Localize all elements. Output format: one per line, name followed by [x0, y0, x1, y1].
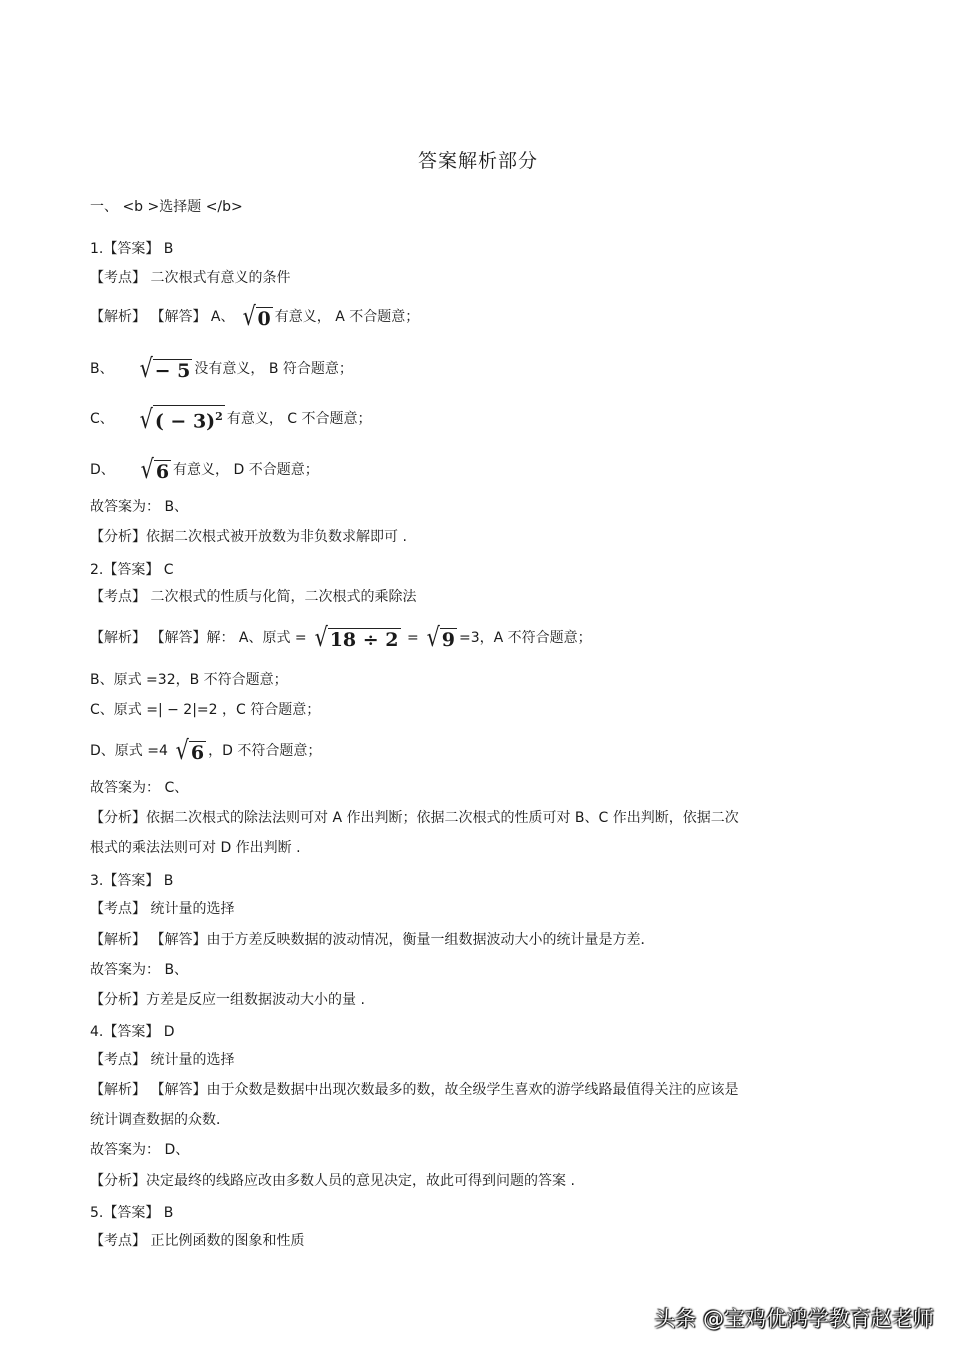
q2-d-prefix: D、原式 =4	[90, 743, 168, 759]
q4-jiexi-line2: 统计调查数据的众数．	[90, 1112, 230, 1128]
sqrt-expression: √ 9	[426, 623, 455, 653]
q1-jiexi-prefix: 【解析】 【解答】 A、	[90, 309, 235, 325]
q1-jiexi-suffix: 有意义， A 不合题意；	[274, 309, 420, 325]
q4-kaodian: 【考点】 统计量的选择	[90, 1052, 235, 1068]
equals-sign: =	[406, 630, 419, 646]
q2-jiexi-suffix: =3，A 不符合题意；	[458, 630, 592, 646]
q1-d-prefix: D、	[90, 462, 115, 478]
sqrt-expression: √ 6	[140, 455, 170, 485]
q3-fenxi: 【分析】方差是反应一组数据波动大小的量 .	[90, 992, 365, 1008]
q2-gudaan: 故答案为： C、	[90, 780, 189, 796]
q4-answer: 4.【答案】 D	[90, 1024, 175, 1040]
q4-jiexi-line1: 【解析】 【解答】由于众数是数据中出现次数最多的数，故全级学生喜欢的游学线路最值得关注的应该是	[90, 1082, 739, 1098]
q1-b-suffix: 没有意义， B 符合题意；	[194, 361, 353, 377]
q1-b-prefix: B、	[90, 361, 114, 377]
q1-option-b	[90, 354, 353, 384]
q1-option-c	[90, 404, 372, 434]
q2-jiexi	[90, 623, 592, 653]
q1-gudaan: 故答案为： B、	[90, 499, 189, 515]
q1-option-d	[90, 455, 319, 485]
sqrt-expression: √ 6	[175, 736, 205, 766]
sqrt-expression: √ 18 ÷ 2	[314, 623, 399, 653]
q2-option-b: B、原式 =32，B 不符合题意；	[90, 672, 288, 688]
q3-kaodian: 【考点】 统计量的选择	[90, 901, 235, 917]
sqrt-expression: √ ( − 3)$^2$	[139, 404, 223, 435]
q5-answer: 5.【答案】 B	[90, 1205, 174, 1221]
radicand: 9	[441, 629, 455, 651]
radicand: 6	[190, 742, 205, 764]
watermark: 头条 @宝鸡优鸿学教育赵老师	[654, 1307, 934, 1331]
radicand: 0	[257, 308, 271, 330]
q2-answer: 2.【答案】 C	[90, 562, 174, 578]
q2-jiexi-prefix: 【解析】 【解答】解： A、原式 =	[90, 630, 307, 646]
exponent: 2	[215, 410, 223, 424]
section-heading: 一、 <b >选择题 </b>	[90, 199, 243, 215]
q2-option-c: C、原式 =| − 2|=2 ，C 符合题意；	[90, 702, 321, 718]
q2-d-suffix: ，D 不符合题意；	[208, 743, 322, 759]
q1-c-prefix: C、	[90, 411, 114, 427]
q1-kaodian: 【考点】 二次根式有意义的条件	[90, 270, 291, 286]
page-title: 答案解析部分	[417, 150, 538, 172]
q5-kaodian: 【考点】 正比例函数的图象和性质	[90, 1233, 305, 1249]
q2-fenxi-line2: 根式的乘法法则可对 D 作出判断 .	[90, 840, 301, 856]
radicand: 18 ÷ 2	[329, 629, 399, 651]
q2-kaodian: 【考点】 二次根式的性质与化简，二次根式的乘除法	[90, 589, 417, 605]
q2-fenxi-line1: 【分析】依据二次根式的除法法则可对 A 作出判断；依据二次根式的性质可对 B、C 作出判断，依据二次	[90, 810, 739, 826]
sqrt-expression: √ 0	[242, 302, 271, 332]
q2-option-d	[90, 736, 321, 766]
radicand: 6	[155, 461, 170, 483]
q3-answer: 3.【答案】 B	[90, 873, 174, 889]
q4-fenxi: 【分析】决定最终的线路应改由多数人员的意见决定，故此可得到问题的答案 .	[90, 1173, 575, 1189]
q3-gudaan: 故答案为： B、	[90, 962, 189, 978]
q1-c-suffix: 有意义， C 不合题意；	[226, 411, 372, 427]
q1-fenxi: 【分析】依据二次根式被开放数为非负数求解即可 .	[90, 529, 407, 545]
q3-jiexi: 【解析】 【解答】由于方差反映数据的波动情况，衡量一组数据波动大小的统计量是方差．	[90, 932, 655, 948]
q4-gudaan: 故答案为： D、	[90, 1142, 190, 1158]
q1-d-suffix: 有意义， D 不合题意；	[173, 462, 319, 478]
q1-jiexi	[90, 302, 419, 332]
radicand: ( − 3)	[154, 410, 216, 433]
q1-answer: 1.【答案】 B	[90, 241, 174, 257]
sqrt-expression: √ − 5	[139, 354, 191, 384]
radicand: − 5	[154, 360, 191, 382]
